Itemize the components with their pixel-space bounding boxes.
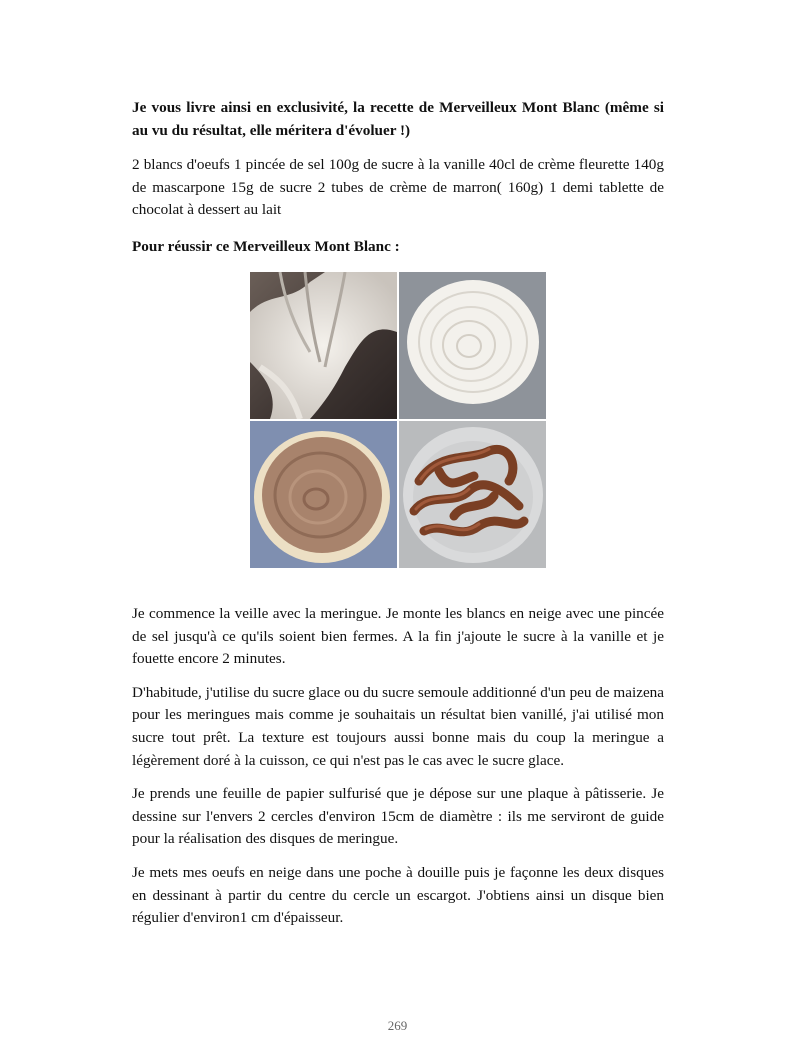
photo-meringue-disc <box>399 272 546 419</box>
recipe-intro-block <box>132 97 664 259</box>
photo-whisk-meringue <box>250 272 397 419</box>
step-paragraph: Je commence la veille avec la meringue. Je monte les blancs en neige avec une pincée de sel jusqu'à ce qu'ils soient bien fermes. A la fin j'ajoute le sucre à la vanille et je fouette encore 2 minutes. <box>132 605 664 668</box>
recipe-steps <box>132 603 664 930</box>
step-paragraph: Je mets mes oeufs en neige dans une poche à douille puis je façonne les deux disques en dessinant à partir du centre du cercle un escargot. J'obtiens ainsi un disque bien régulier d'environ1 cm d'épaisseur. <box>132 863 664 927</box>
page-number: 269 <box>387 1018 408 1033</box>
ingredients-text: 2 blancs d'oeufs 1 pincée de sel 100g de sucre à la vanille 40cl de crème fleurette 140g de mascarpone 15g de sucre 2 tubes de crème de marron( 160g) 1 demi tablette de chocolat à dessert au lait <box>132 156 664 219</box>
photo-chestnut-vermicelli <box>399 421 546 568</box>
section-heading: Pour réussir ce Merveilleux Mont Blanc : <box>132 237 400 255</box>
photo-chestnut-cream-disc <box>250 421 397 568</box>
step-paragraph: D'habitude, j'utilise du sucre glace ou du sucre semoule additionné d'un peu de maizena pour les meringues mais comme je souhaitais un résultat bien vanillé, j'ai utilisé mon sucre tout prêt. La texture est toujours aussi bonne mais du coup la meringue a légèrement doré à la cuisson, ce qui n'est pas le cas avec le sucre glace. <box>132 683 665 769</box>
recipe-photo-grid <box>250 272 546 568</box>
step-paragraph: Je prends une feuille de papier sulfurisé que je dépose sur une plaque à pâtisserie. Je dessine sur l'envers 2 cercles d'environ 15cm de diamètre : ils me serviront de guide pour la réalisation des disques de meringue. <box>132 785 664 848</box>
intro-text: Je vous livre ainsi en exclusivité, la recette de Merveilleux Mont Blanc (même si au vu du résultat, elle méritera d'évoluer !) <box>132 99 664 139</box>
